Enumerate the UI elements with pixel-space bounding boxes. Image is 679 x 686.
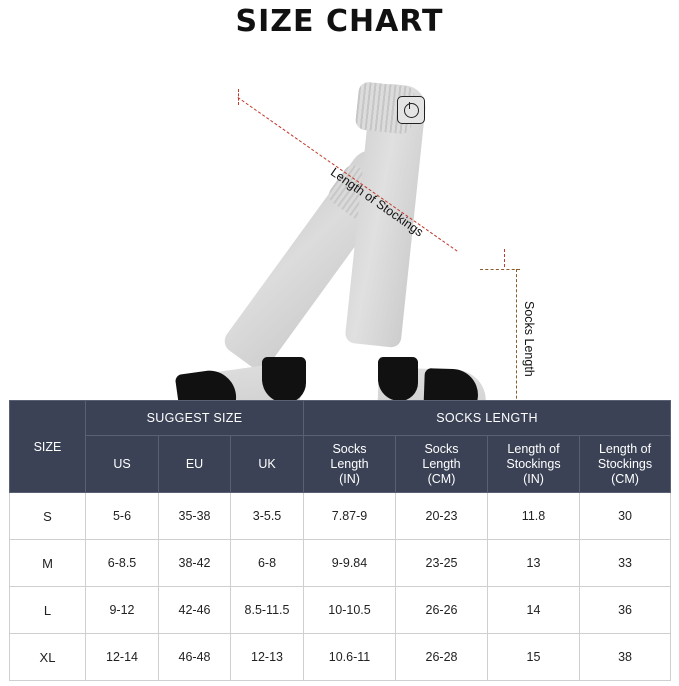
table-row (10, 587, 671, 634)
cell-stockings-in: 15 (488, 634, 580, 681)
cell-size: S (10, 493, 86, 540)
cell-us: 5-6 (86, 493, 159, 540)
cell-stockings-in: 11.8 (488, 493, 580, 540)
header-socks-length: SOCKS LENGTH (304, 401, 671, 436)
cell-socks-in: 10-10.5 (304, 587, 396, 634)
header-socks-length-cm-line-3: (CM) (427, 471, 456, 486)
stockings-length-tick-start (238, 89, 239, 105)
header-socks-length-cm (396, 436, 488, 493)
cell-stockings-cm: 36 (580, 587, 671, 634)
header-suggest-size: SUGGEST SIZE (86, 401, 304, 436)
sock-front-heel (378, 357, 418, 401)
table-header-group-row (10, 401, 671, 436)
socks-length-label: Socks Length (522, 301, 536, 377)
size-chart-table-wrap (9, 400, 670, 681)
cell-size: XL (10, 634, 86, 681)
cell-stockings-cm: 38 (580, 634, 671, 681)
cell-socks-cm: 23-25 (396, 540, 488, 587)
cell-eu: 42-46 (159, 587, 231, 634)
table-body (10, 493, 671, 681)
header-stockings-length-in-line-1: Length of (507, 441, 560, 456)
stockings-length-tick-end (504, 249, 505, 267)
header-stockings-length-cm-line-1: Length of (598, 441, 652, 456)
header-uk-line-1: UK (258, 456, 276, 471)
header-socks-length-in-line-2: Length (330, 456, 369, 471)
header-stockings-length-in-line-3: (IN) (523, 471, 544, 486)
power-symbol-icon (404, 103, 419, 118)
cell-socks-in: 10.6-11 (304, 634, 396, 681)
header-socks-length-in (304, 436, 396, 493)
table-row (10, 540, 671, 587)
cell-us: 9-12 (86, 587, 159, 634)
cell-uk: 12-13 (231, 634, 304, 681)
table-row (10, 634, 671, 681)
cell-eu: 38-42 (159, 540, 231, 587)
cell-uk: 3-5.5 (231, 493, 304, 540)
cell-socks-in: 9-9.84 (304, 540, 396, 587)
header-size: SIZE (10, 401, 86, 493)
cell-eu: 46-48 (159, 634, 231, 681)
cell-eu: 35-38 (159, 493, 231, 540)
header-socks-length-cm-line-2: Length (422, 456, 461, 471)
cell-stockings-in: 14 (488, 587, 580, 634)
power-button-icon (397, 96, 425, 124)
header-socks-length-in-line-3: (IN) (339, 471, 360, 486)
header-socks-length-in-line-1: Socks (332, 441, 367, 456)
socks-illustration (0, 39, 679, 389)
cell-uk: 8.5-11.5 (231, 587, 304, 634)
cell-us: 12-14 (86, 634, 159, 681)
cell-stockings-cm: 30 (580, 493, 671, 540)
stockings-length-label: Length of Stockings (327, 165, 426, 240)
header-stockings-length-cm (580, 436, 671, 493)
cell-size: M (10, 540, 86, 587)
cell-socks-in: 7.87-9 (304, 493, 396, 540)
cell-socks-cm: 26-28 (396, 634, 488, 681)
cell-us: 6-8.5 (86, 540, 159, 587)
cell-uk: 6-8 (231, 540, 304, 587)
size-chart-table (9, 400, 671, 681)
header-stockings-length-in-line-2: Stockings (506, 456, 561, 471)
header-eu-line-1: EU (185, 456, 204, 471)
header-uk (231, 436, 304, 493)
header-socks-length-cm-line-1: Socks (424, 441, 459, 456)
header-stockings-length-cm-line-2: Stockings (597, 456, 653, 471)
cell-stockings-in: 13 (488, 540, 580, 587)
table-row (10, 493, 671, 540)
header-stockings-length-in (488, 436, 580, 493)
page-title: SIZE CHART (235, 4, 444, 39)
socks-length-top-tick (480, 269, 520, 270)
cell-socks-cm: 26-26 (396, 587, 488, 634)
header-us (86, 436, 159, 493)
header-stockings-length-cm-line-3: (CM) (611, 471, 639, 486)
header-eu (159, 436, 231, 493)
sock-back-heel (262, 357, 306, 403)
header-us-line-1: US (113, 456, 131, 471)
cell-stockings-cm: 33 (580, 540, 671, 587)
table-header-sub-row (10, 436, 671, 493)
cell-socks-cm: 20-23 (396, 493, 488, 540)
cell-size: L (10, 587, 86, 634)
